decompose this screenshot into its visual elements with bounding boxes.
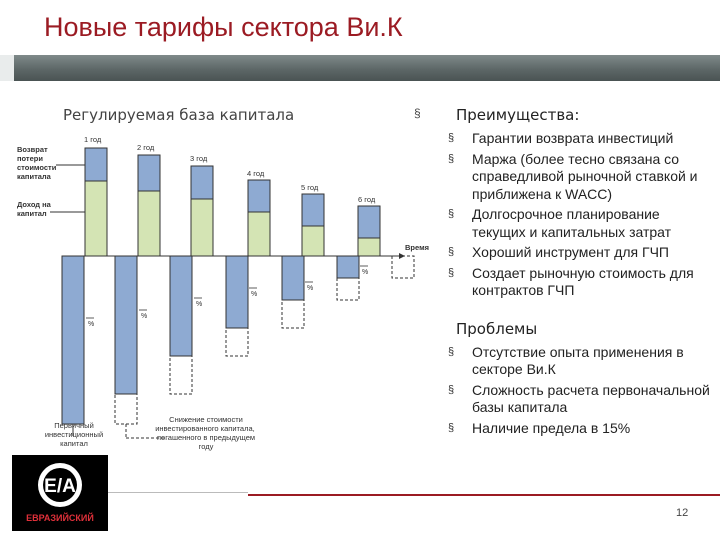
advantages-item [448,130,716,148]
year2-green [138,191,160,256]
bullet-marker: § [448,421,455,434]
label-return-loss: Возврат потери стоимости капитала [17,145,57,181]
year-label-5: 5 год [301,183,319,192]
year2-blue [138,155,160,191]
problems-item-text: Сложность расчета первоначальной базы капитала [472,381,710,415]
advantages-item-text: Долгосрочное планирование текущих и капитальных затрат [472,206,672,240]
year-label-6: 6 год [358,195,376,204]
logo [12,455,108,531]
logo-text: ЕВРАЗИЙСКИЙ [26,513,94,523]
problems-list [448,344,716,438]
bullet-marker: § [448,345,455,358]
bullet-marker: § [414,106,421,120]
neg-bar-4-dashed [226,328,248,356]
advantages-item-text: Маржа (более тесно связана со справедливой рыночной ставкой и приближена к WACC) [472,150,698,202]
year3-blue [191,166,213,199]
advantages-item-text: Хороший инструмент для ГЧП [472,244,669,260]
problems-item-text: Отсутствие опыта применения в секторе Ви.К [472,343,684,377]
percent-label-1: % [88,321,95,328]
advantages-item [448,151,716,204]
advantages-item [448,244,716,262]
neg-bar-4 [226,256,248,328]
advantages-item [448,206,716,241]
page-title: Новые тарифы сектора Ви.К [44,12,403,42]
year5-blue [302,194,324,226]
year-label-3: 3 год [190,154,208,163]
neg-bar-5-dashed [282,300,304,328]
percent-label-2: % [141,313,148,320]
negative-bars [62,256,414,424]
percent-label-5: % [307,285,314,292]
bullet-marker: § [448,132,455,144]
axis-label-time: Время [405,243,429,252]
year4-blue [248,180,270,212]
page-number: 12 [676,507,689,519]
year1-blue [85,148,107,181]
bullet-marker: § [448,208,455,220]
year-label-4: 4 год [247,169,265,178]
advantages-item [448,265,716,300]
bullet-marker: § [448,383,455,396]
advantages-list [448,130,716,300]
problems-item [448,382,716,417]
neg-bar-2-dashed [115,394,137,424]
year6-blue [358,206,380,238]
problems-item [448,344,716,379]
neg-bar-2 [115,256,137,394]
label-income: Доход на капитал [17,200,51,218]
year-label-2: 2 год [137,143,155,152]
advantages-item-text: Создает рыночную стоимость для контрактов ГЧП [472,264,694,298]
percent-label-4: % [251,291,258,298]
bullet-marker: § [448,246,455,258]
year-label-1: 1 год [84,135,102,144]
right-panel [448,106,716,440]
neg-bar-7-dashed [392,256,414,278]
logo-mark [12,455,108,531]
footer-gray-line [108,492,248,493]
year4-green [248,212,270,256]
problems-title: Проблемы [456,319,538,338]
neg-bar-6 [337,256,359,278]
year5-green [302,226,324,256]
percent-label-3: % [196,301,203,308]
neg-bar-3 [170,256,192,356]
diagram-subtitle: Регулируемая база капитала [63,106,295,124]
neg-bar-3-dashed [170,356,192,394]
advantages-item-text: Гарантии возврата инвестиций [472,130,674,146]
neg-bar-6-dashed [337,278,359,300]
neg-bar-5 [282,256,304,300]
year1-green [85,181,107,256]
positive-bars [85,148,380,256]
advantages-title: Преимущества: [456,106,580,124]
bullet-marker: § [448,152,455,165]
year6-green [358,238,380,256]
problems-item-text: Наличие предела в 15% [472,419,631,436]
problems-item [448,420,716,438]
label-initial-capital: Первичный инвестиционный капитал [44,421,104,448]
footer-red-line [248,494,720,496]
logo-mark-text: Е/А [44,476,76,497]
bullet-marker: § [448,266,455,279]
percent-label-6: % [362,269,369,276]
neg-bar-1 [62,256,84,424]
year3-green [191,199,213,256]
label-capital-decrease: Снижение стоимости инвестированного капитала, погашенного в предыдущем году [155,415,256,451]
